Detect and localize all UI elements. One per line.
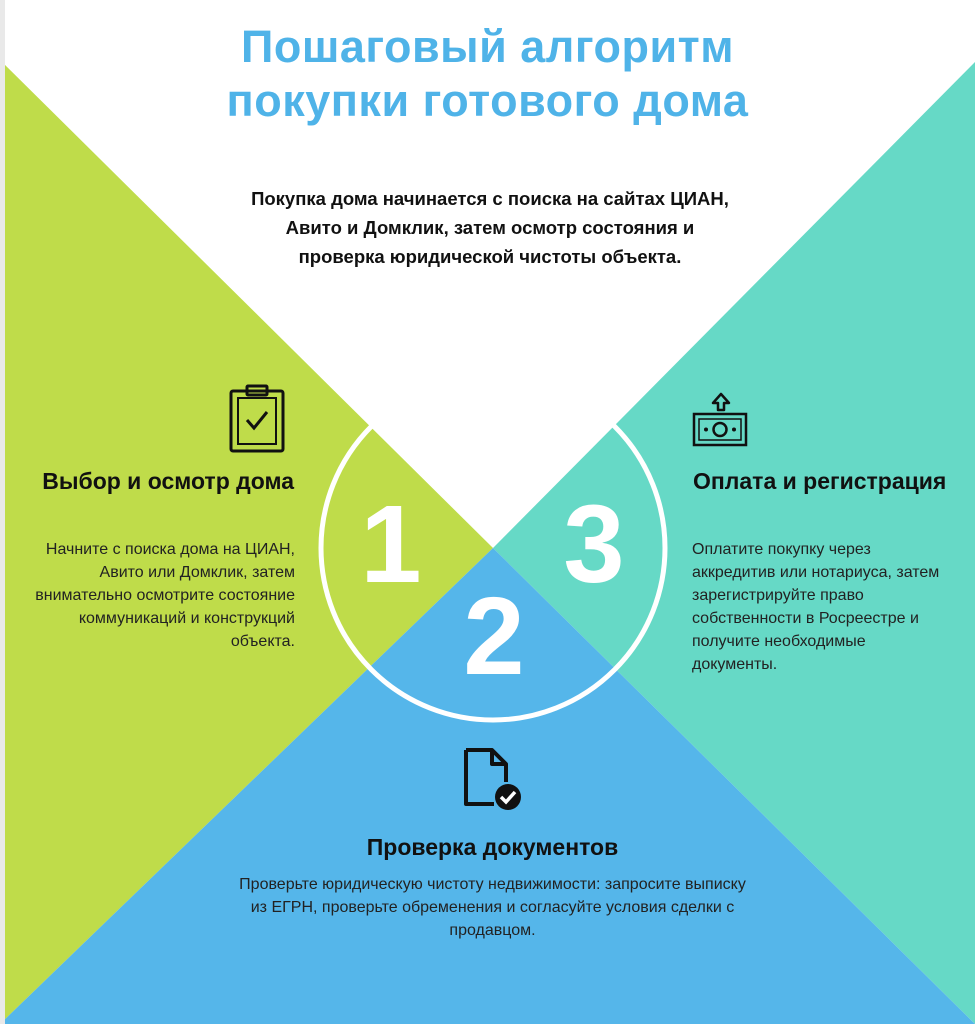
intro-text: Покупка дома начинается с поиска на сайтах ЦИАН, Авито и Домклик, затем осмотр состояния и проверка юридической чистоты объекта. [251,188,729,267]
page-edge [0,0,5,1024]
step-1-text: Начните с поиска дома на ЦИАН, Авито или Домклик, затем внимательно осмотрите состояние коммуникаций и конструкций объекта. [35,541,295,650]
step-2-text: Проверьте юридическую чистоту недвижимости: запросите выписку из ЕГРН, проверьте обременения и согласуйте условия сделки с продавцом. [239,876,746,939]
money-upload-icon [692,392,750,448]
step-number-3: 3 [563,483,625,606]
step-3-title: Оплата и регистрация [693,468,947,494]
title-line-2: покупки готового дома [226,75,749,126]
page-title [0,20,975,128]
document-check-icon [460,746,524,812]
step-2-title: Проверка документов [366,834,619,860]
clipboard-check-icon [228,384,286,454]
step-number-2: 2 [463,575,525,698]
step-3-text: Оплатите покупку через аккредитив или нотариуса, затем зарегистрируйте право собственности в Росреестре и получите необходимые документы. [692,541,940,673]
step-1-title: Выбор и осмотр дома [42,468,294,494]
title-line-1: Пошаговый алгоритм [241,21,734,72]
step-number-1: 1 [360,483,422,606]
